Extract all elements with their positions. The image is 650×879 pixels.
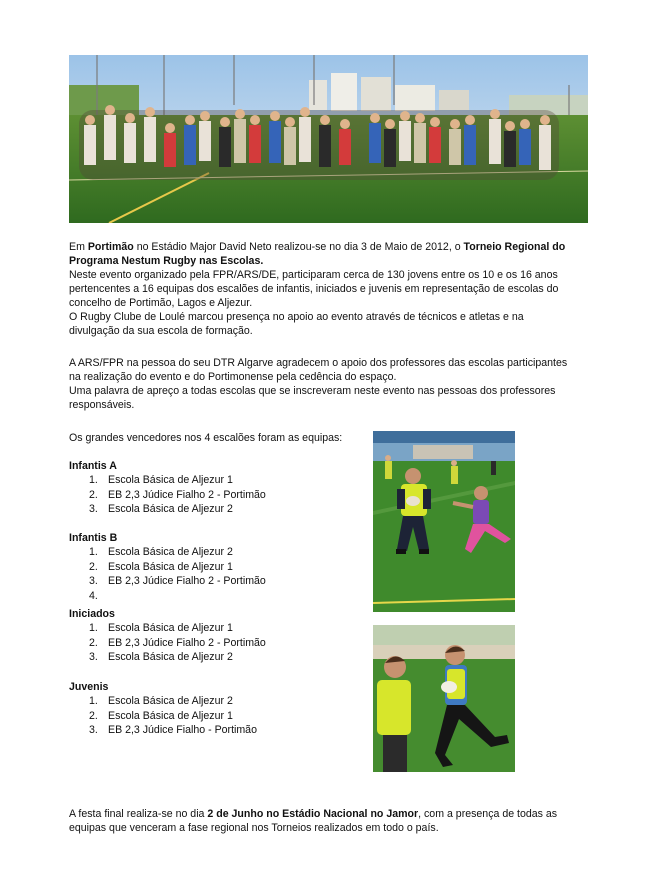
thanks-line: na realização do evento e do Portimonense pela cedência do espaço.	[69, 371, 397, 383]
thanks-paragraph	[69, 356, 578, 412]
rugby-action-photo-2	[373, 625, 515, 772]
category-heading-juvenis: Juvenis	[69, 681, 109, 693]
school-name: EB 2,3 Júdice Fialho 2 - Portimão	[108, 636, 266, 649]
list-item	[89, 502, 266, 517]
final-text: , com a presença de todas as	[418, 808, 558, 820]
thanks-line: responsáveis.	[69, 399, 135, 411]
thanks-line: A ARS/FPR na pessoa do seu DTR Algarve agradecem o apoio dos professores das escolas participantes	[69, 357, 568, 369]
list-number: 2.	[89, 488, 98, 501]
list-item	[89, 723, 257, 738]
list-number: 1.	[89, 474, 98, 486]
winners-list-juvenis	[89, 694, 257, 738]
list-item	[89, 488, 266, 503]
list-item	[89, 709, 257, 724]
list-number: 2.	[89, 636, 98, 649]
list-item	[89, 650, 266, 665]
list-number: 4.	[89, 589, 98, 602]
category-heading-iniciados: Iniciados	[69, 608, 115, 620]
list-item	[89, 636, 266, 651]
winners-intro: Os grandes vencedores nos 4 escalões foram as equipas:	[69, 432, 343, 444]
school-name: Escola Básica de Aljezur 2	[108, 503, 233, 515]
club-info-line: O Rugby Clube de Loulé marcou presença no apoio ao evento através de técnicos e atletas e na	[69, 311, 524, 323]
list-item	[89, 545, 266, 560]
tournament-name: Torneio Regional do	[463, 241, 566, 253]
club-info-line: divulgação da sua escola de formação.	[69, 325, 253, 337]
winners-list-infantis-a	[89, 473, 266, 517]
school-name: EB 2,3 Júdice Fialho 2 - Portimão	[108, 575, 266, 587]
school-name: Escola Básica de Aljezur 1	[108, 622, 233, 634]
list-number: 1.	[89, 695, 98, 707]
list-number: 3.	[89, 503, 98, 515]
school-name: Escola Básica de Aljezur 2	[108, 651, 233, 663]
intro-text: no Estádio Major David Neto realizou-se no dia 3 de Maio de 2012, o	[133, 241, 464, 253]
school-name: EB 2,3 Júdice Fialho 2 - Portimão	[108, 488, 266, 501]
final-paragraph	[69, 807, 578, 835]
category-heading-infantis-b: Infantis B	[69, 532, 118, 544]
list-item	[89, 621, 266, 636]
list-number: 2.	[89, 709, 98, 722]
thanks-line: Uma palavra de apreço a todas escolas que se inscreveram neste evento nas pessoas dos professores	[69, 385, 556, 397]
winners-list-infantis-b	[89, 545, 266, 602]
final-text-line: equipas que venceram a fase regional nos Torneios realizados em todo o país.	[69, 822, 439, 834]
category-heading-infantis-a: Infantis A	[69, 460, 117, 472]
list-item	[89, 574, 266, 589]
school-name: Escola Básica de Aljezur 1	[108, 474, 233, 486]
winners-list-iniciados	[89, 621, 266, 665]
school-name: Escola Básica de Aljezur 1	[108, 709, 233, 722]
intro-location: Portimão	[87, 241, 134, 253]
list-number: 2.	[89, 560, 98, 573]
list-number: 3.	[89, 724, 98, 736]
program-name: Programa Nestum Rugby nas Escolas.	[69, 255, 264, 267]
school-name: Escola Básica de Aljezur 2	[108, 546, 233, 558]
final-text: A festa final realiza-se no dia	[69, 808, 208, 820]
list-number: 1.	[89, 622, 98, 634]
intro-paragraph	[69, 240, 578, 338]
school-name: Escola Básica de Aljezur 1	[108, 560, 233, 573]
list-item	[89, 473, 266, 488]
list-item	[89, 560, 266, 575]
list-number: 3.	[89, 651, 98, 663]
intro-text: Em	[69, 241, 88, 253]
group-photo	[69, 55, 588, 223]
list-number: 3.	[89, 575, 98, 587]
list-number: 1.	[89, 546, 98, 558]
school-name: Escola Básica de Aljezur 2	[108, 695, 233, 707]
school-name: EB 2,3 Júdice Fialho - Portimão	[108, 724, 257, 736]
event-info-line: pertencentes a 16 equipas dos escalões de infantis, iniciados e juvenis em representação de escolas do	[69, 283, 559, 295]
event-info-line: concelho de Portimão, Lagos e Aljezur.	[69, 297, 253, 309]
event-info-line: Neste evento organizado pela FPR/ARS/DE, participaram cerca de 130 jovens entre os 10 e os 16 anos	[69, 269, 558, 281]
list-item	[89, 694, 257, 709]
rugby-action-photo-1	[373, 431, 515, 612]
final-event-date-location: 2 de Junho no Estádio Nacional no Jamor	[207, 808, 419, 820]
